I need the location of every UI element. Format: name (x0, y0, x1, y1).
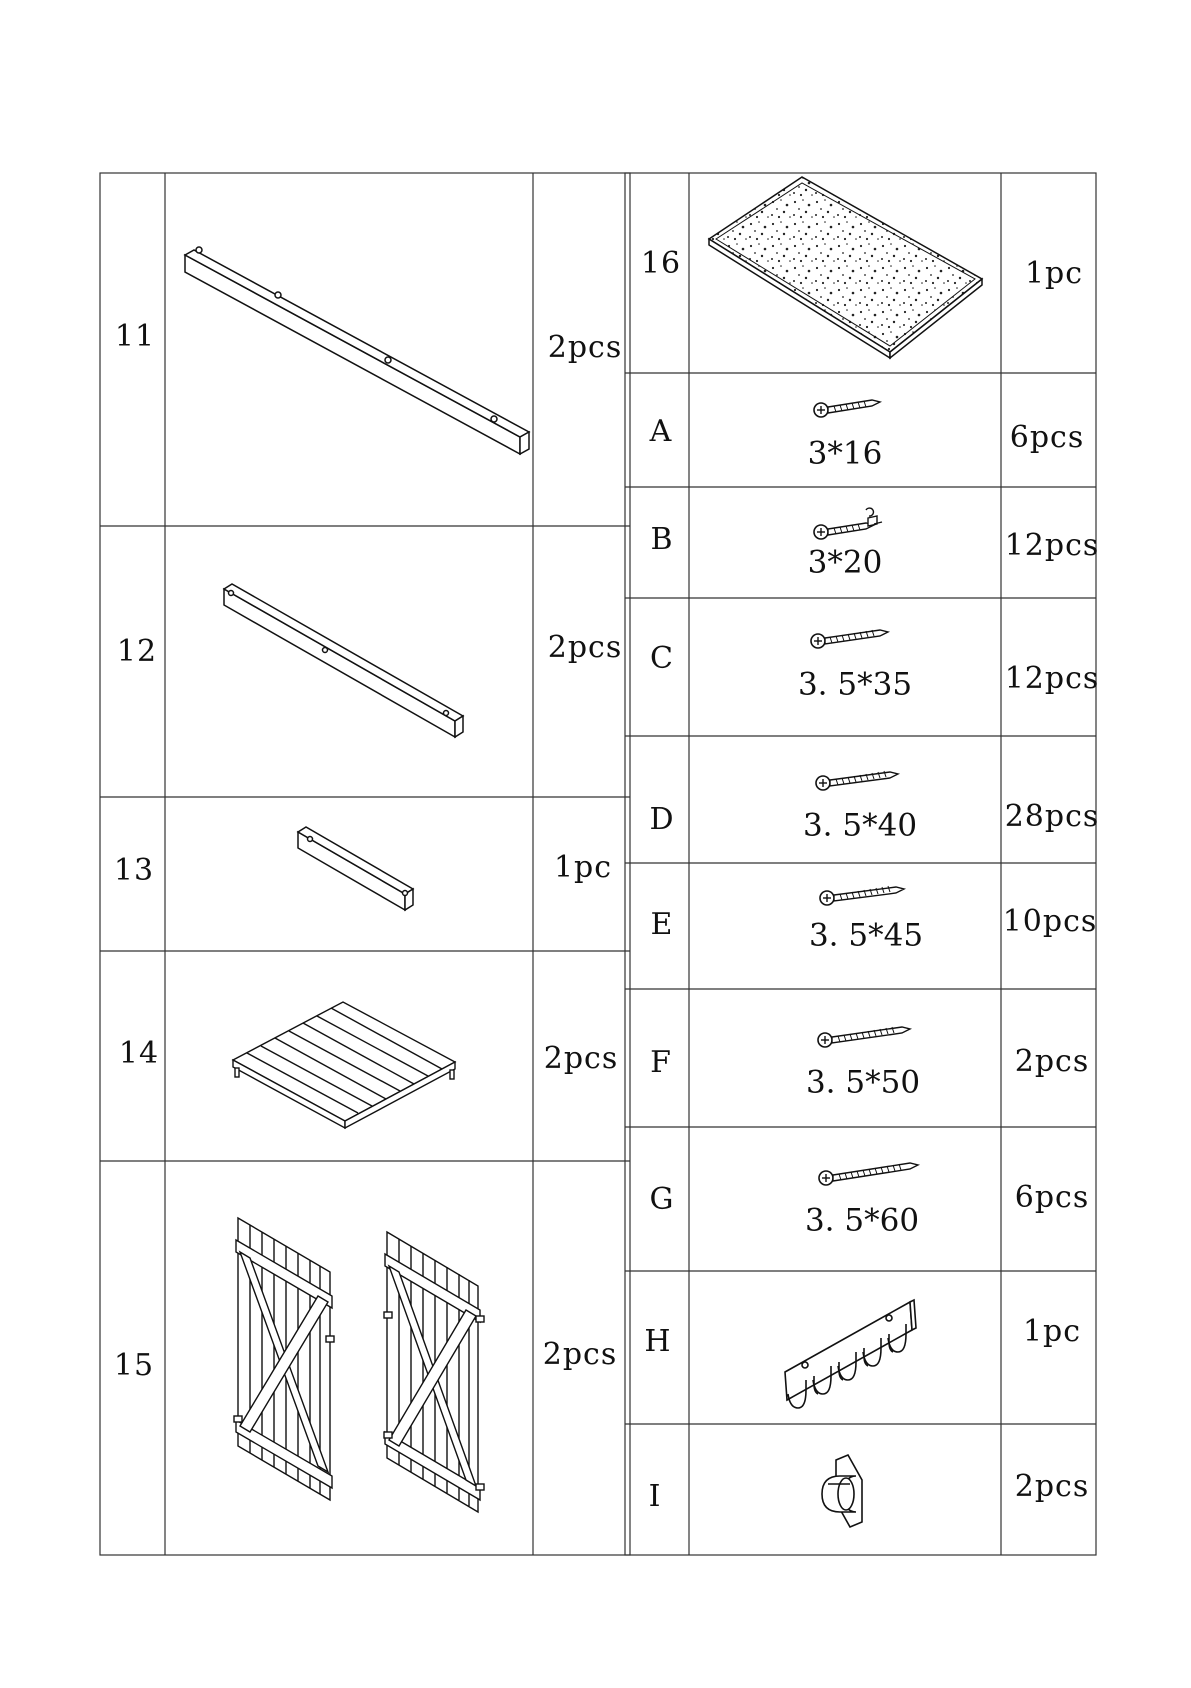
part-id-b: B (650, 522, 674, 557)
part-id-e: E (650, 907, 674, 942)
screw-size-b: 3*20 (807, 544, 883, 581)
screw-size-a: 3*16 (807, 435, 883, 472)
screw-size-d: 3. 5*40 (802, 807, 918, 844)
screw-size-c: 3. 5*35 (797, 666, 913, 703)
part-id-h: H (644, 1324, 672, 1359)
part-qty-16: 1pc (1024, 256, 1084, 291)
part-id-d: D (649, 802, 675, 837)
part-id-14: 14 (118, 1036, 160, 1071)
screw-size-e: 3. 5*45 (808, 917, 924, 954)
part-id-15: 15 (113, 1348, 155, 1383)
screw-icon (814, 400, 880, 417)
roof-panel-icon (709, 177, 982, 358)
screw-icon (819, 1163, 918, 1185)
long-beam-icon (185, 247, 529, 454)
part-id-i: I (648, 1479, 662, 1514)
screw-icon (816, 771, 898, 790)
part-qty-13: 1pc (553, 850, 613, 885)
part-qty-c: 12pcs (1004, 661, 1100, 696)
part-id-c: C (650, 641, 674, 676)
part-qty-g: 6pcs (1014, 1180, 1090, 1215)
screw-icon (811, 630, 888, 648)
screw-icon (818, 1027, 910, 1047)
screw-size-f: 3. 5*50 (805, 1064, 921, 1101)
part-qty-h: 1pc (1022, 1314, 1082, 1349)
part-qty-i: 2pcs (1014, 1469, 1090, 1504)
part-id-16: 16 (640, 246, 682, 281)
part-qty-e: 10pcs (1002, 904, 1098, 939)
medium-beam-icon (224, 584, 463, 737)
door-pair-icon (234, 1218, 484, 1512)
part-qty-15: 2pcs (542, 1337, 618, 1372)
part-qty-a: 6pcs (1009, 420, 1085, 455)
magnetic-catch-icon (822, 1455, 862, 1527)
part-id-f: F (650, 1045, 672, 1080)
part-qty-11: 2pcs (547, 330, 623, 365)
screw-with-plug-icon (814, 508, 882, 539)
part-qty-14: 2pcs (543, 1041, 619, 1076)
part-id-12: 12 (116, 634, 158, 669)
hook-rack-icon (785, 1300, 916, 1408)
part-id-g: G (649, 1182, 675, 1217)
part-id-11: 11 (114, 319, 156, 354)
part-qty-d: 28pcs (1004, 799, 1100, 834)
part-id-a: A (649, 414, 673, 449)
part-qty-f: 2pcs (1014, 1044, 1090, 1079)
shelf-panel-icon (233, 1002, 455, 1128)
short-beam-icon (298, 827, 413, 910)
part-id-13: 13 (113, 853, 155, 888)
part-qty-b: 12pcs (1004, 528, 1100, 563)
part-qty-12: 2pcs (547, 630, 623, 665)
screw-icon (820, 886, 904, 905)
screw-size-g: 3. 5*60 (804, 1202, 920, 1239)
